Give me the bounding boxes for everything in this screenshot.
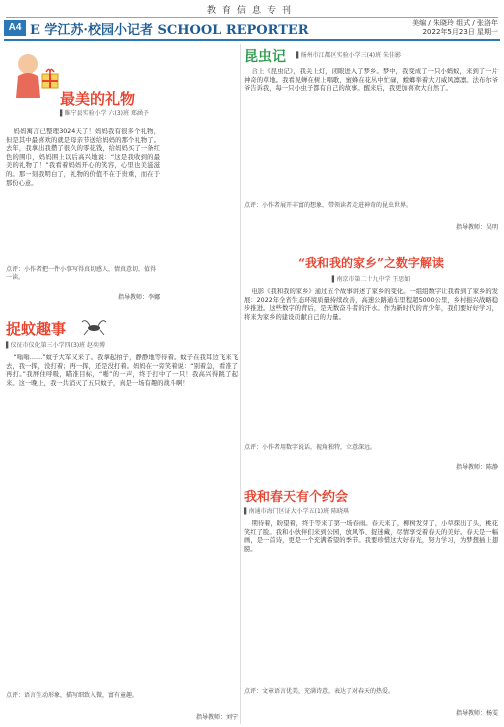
- comment: 点评：小作者用数字说话，视角独特，立意深远。: [244, 444, 377, 451]
- headline: 我和春天有个约会: [244, 490, 349, 505]
- article-body: [244, 68, 498, 194]
- article-hometown-numbers: [244, 242, 498, 474]
- teacher-credit: 指导教师：吴明: [455, 224, 498, 231]
- article-paragraph: “嗡嗡……”蚊子大军又来了。我拿起拍子，静静地等待着。蚊子在我耳边飞来飞去，我一挥，没打着；再一挥，还是没打着。妈妈在一旁笑着说：“别着急，看准了再打。”我屏住呼吸，瞄准目标，“啪”的一声，终于打中了一只！我高兴得跳了起来。这一晚上，我一共消灭了五只蚊子，真是一场有趣的战斗啊！: [6, 354, 238, 387]
- teacher-credit: 指导教师：陈静: [455, 464, 498, 471]
- gift-illustration-icon: [8, 46, 68, 104]
- headline: “我和我的家乡”之数字解读: [298, 256, 444, 270]
- mosquito-icon: [80, 316, 108, 336]
- article-body: [6, 128, 160, 260]
- teacher-credit: 指导教师：刘宁: [195, 714, 238, 721]
- byline: ▌南京市第二十九中学 王思如: [331, 276, 411, 283]
- article-insects: [244, 46, 498, 236]
- article-paragraph: 合上《昆虫记》，我关上灯，闭眼进入了梦乡。梦中，我变成了一只小蚂蚁，来到了一片神奇的草地。我看见蝉在树上唱歌，蜜蜂在花丛中忙碌，螳螂举着大刀威风凛凛。法布尔爷爷告诉我，每一只小虫子都有自己的故事。醒来后，我更加喜欢大自然了。: [244, 68, 498, 93]
- article-best-gift: [6, 46, 160, 308]
- article-catching-mosquitoes: [6, 314, 238, 724]
- byline: ▌南通市海门区证大小学五(1)班 陈晓琪: [244, 508, 350, 515]
- byline: ▌扬州市江都区实验小学三(4)班 朱佳影: [296, 52, 402, 59]
- byline: ▌睢宁县实验小学 六(3)班 郑涵予: [60, 110, 149, 117]
- article-paragraph: 妈妈寓言已整理3024天了！妈妈我有很多个礼物，但是其中最喜欢的就是母亲节送给妈妈的那个礼物了。去年，我拿出我攒了很久的零花钱，给妈妈买了一条红色的围巾，妈妈围上以后高兴地说：“这是我收到的最美的礼物了！”我看着妈妈开心的笑容，心里也美滋滋的。那一刻我明白了，礼物的价值不在于贵重，而在于那份心意。: [6, 128, 160, 187]
- headline: 最美的礼物: [60, 90, 136, 108]
- comment: 点评：文章语言优美，充满诗意，表达了对春天的热爱。: [244, 688, 395, 695]
- comment: 点评：小作者把一件小事写得真切感人，情真意切，值得一读。: [6, 266, 157, 282]
- comment: 点评：小作者展开丰富的想象，带领读者走进神奇的昆虫世界。: [244, 202, 413, 209]
- headline: 昆虫记: [244, 49, 286, 65]
- masthead: [4, 19, 500, 41]
- article-paragraph: 期待着，盼望着，终于等来了第一场春雨。春天来了，柳树发芽了，小草探出了头，桃花笑红了脸。我和小伙伴们来到公园，放风筝、捉迷藏，尽情享受着春天的美好。春天是一幅画，是一首诗，更是一个充满希望的季节。我要珍惜这大好春光，努力学习，为梦想插上翅膀。: [244, 520, 498, 553]
- article-paragraph: 电影《我和我的家乡》通过五个故事讲述了家乡的变化。一组组数字让我看到了家乡的发展：2022年全省生态环境质量持续改善，高速公路通车里程超5000公里，乡村振兴战略稳步推进。这些数字的背后，是无数奋斗者的汗水。作为新时代的青少年，我们要好好学习，将来为家乡的建设贡献自己的力量。: [244, 288, 498, 321]
- page-number: A4: [4, 20, 26, 36]
- headline: 捉蚊趣事: [6, 320, 67, 338]
- section-title: E 学江苏·校园小记者 SCHOOL REPORTER: [30, 23, 309, 38]
- byline: ▌仪征市仪化第三小学四(3)班 赵奕博: [6, 342, 106, 349]
- article-body: [6, 354, 238, 684]
- masthead-info: [412, 19, 498, 37]
- column-divider: [240, 44, 241, 724]
- top-banner: 教育信息专刊: [6, 3, 498, 18]
- date-line: 2022年5月23日 星期一: [422, 28, 498, 36]
- editors-line: 美编 / 朱晓玲 组式 / 张洛年: [412, 19, 498, 27]
- article-spring-date: [244, 480, 498, 724]
- article-body: [244, 288, 498, 438]
- comment: 点评：语言生动形象，描写细致入微，富有童趣。: [6, 692, 139, 699]
- article-body: [244, 520, 498, 680]
- teacher-credit: 指导教师：李娜: [117, 294, 160, 301]
- teacher-credit: 指导教师：杨雯: [455, 710, 498, 717]
